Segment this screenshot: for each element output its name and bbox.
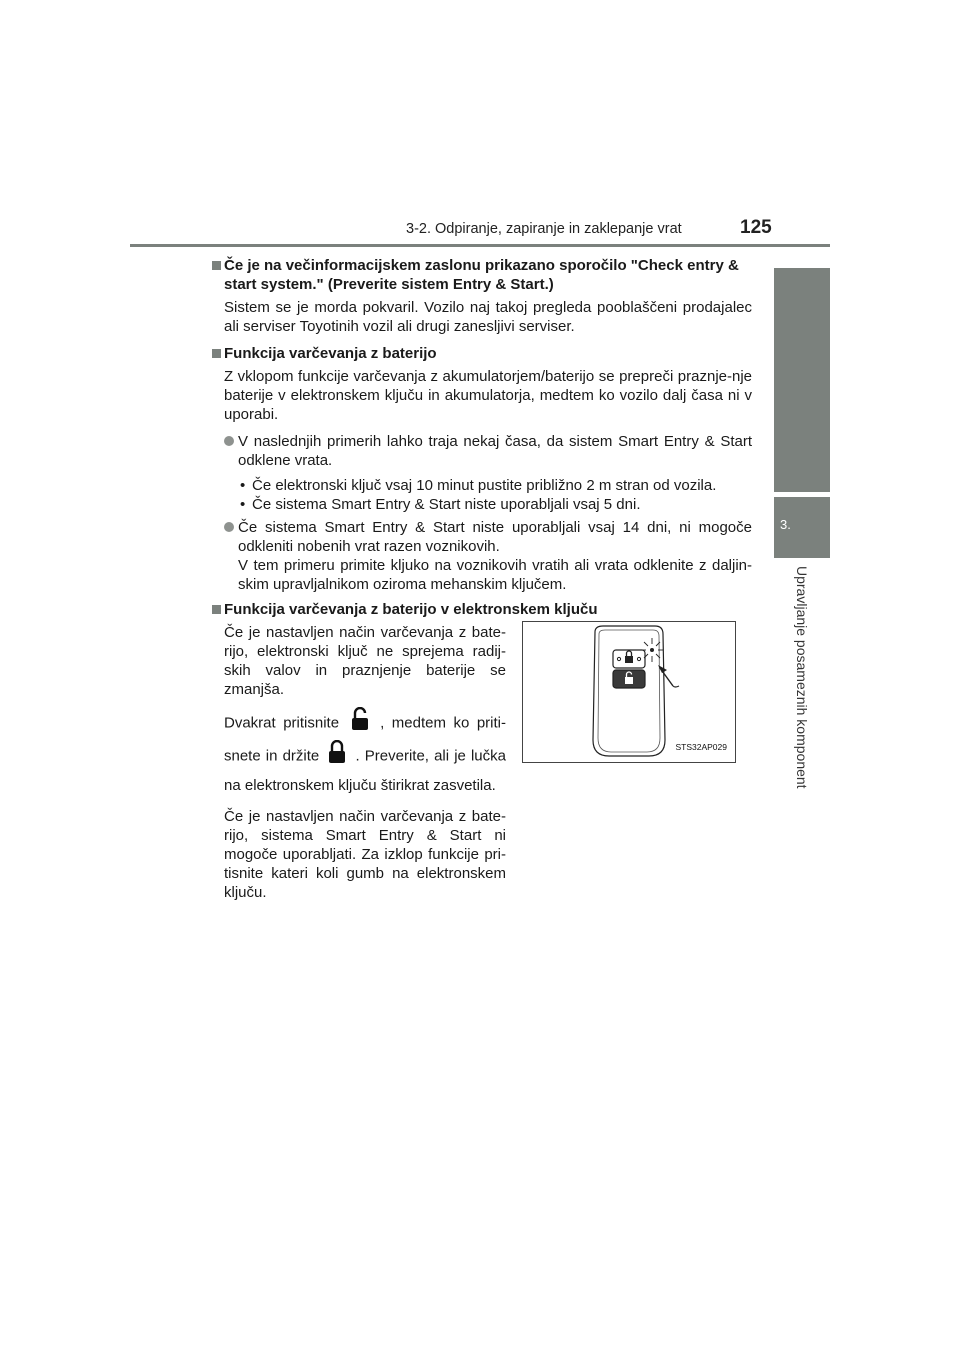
chapter-tab-number: 3. <box>780 517 791 532</box>
list-item-text: Če sistema Smart Entry & Start niste uporabljali vsaj 14 dni, ni mogoče odkleniti nobenih vrat razen voznikovih. <box>238 519 752 555</box>
sub-list-item-text: Če elektronski ključ vsaj 10 minut pustite približno 2 m stran od vozila. <box>252 477 717 494</box>
list-item <box>212 432 752 470</box>
sub-list-item <box>212 476 752 495</box>
sub-list-item <box>212 495 752 514</box>
paragraph <box>224 707 506 799</box>
lock-icon <box>328 740 346 773</box>
paragraph-text: . Preverite, ali je lučka na elektronskem ključu štirikrat zasvetila. <box>224 747 506 794</box>
figure-text <box>224 623 506 902</box>
chapter-tab <box>774 497 830 558</box>
paragraph: Z vklopom funkcije varčevanja z akumulatorjem/baterijo se prepreči praznje-nje baterije v elektronskem ključu in akumulatorja, medtem ko vozilo dalj časa ni v uporabi. <box>224 368 752 423</box>
square-bullet-icon <box>212 349 221 358</box>
paragraph-text: Dvakrat pritisnite <box>224 714 340 732</box>
list-item-text: V naslednjih primerih lahko traja nekaj časa, da sistem Smart Entry & Start odklene vrata. <box>238 433 752 469</box>
section-heading-text: Funkcija varčevanja z baterijo <box>224 345 437 362</box>
page-content <box>212 256 752 910</box>
section-heading <box>212 344 752 363</box>
circle-bullet-icon <box>224 436 234 446</box>
square-bullet-icon <box>212 605 221 614</box>
figure-section <box>212 623 752 902</box>
circle-bullet-icon <box>224 522 234 532</box>
paragraph-text: , medtem ko priti-snete in držite <box>224 714 506 765</box>
paragraph: Sistem se je morda pokvaril. Vozilo naj takoj pregleda pooblaščeni prodajalec ali serviser Toyotinih vozil ali drugi zanesljivi serviser. <box>224 299 752 335</box>
page-number: 125 <box>740 217 772 238</box>
side-bar <box>774 268 830 492</box>
key-illustration <box>522 621 736 763</box>
header-rule <box>130 244 830 247</box>
square-bullet-icon <box>212 261 221 270</box>
section-heading <box>212 600 752 619</box>
list-item-text: V tem primeru primite kljuko na voznikovih vratih ali vrata odklenite z daljin-skim upravljalnikom oziroma mehanskim ključem. <box>238 557 752 593</box>
list-item <box>212 518 752 594</box>
section-heading-text: Če je na večinformacijskem zaslonu prikazano sporočilo "Check entry & start system." (Preverite sistem Entry & Start.) <box>224 257 739 293</box>
sub-list-item-text: Če sistema Smart Entry & Start niste uporabljali vsaj 5 dni. <box>252 496 641 513</box>
chapter-header: 3-2. Odpiranje, zapiranje in zaklepanje vrat <box>406 221 682 237</box>
unlock-icon <box>351 707 369 740</box>
paragraph: Če je nastavljen način varčevanja z bate-rijo, elektronski ključ ne sprejema radij-skih valov in praznjenje baterije se zmanjša. <box>224 624 506 698</box>
sub-bullet-mark: • <box>240 496 246 513</box>
paragraph: Če je nastavljen način varčevanja z bate-rijo, sistema Smart Entry & Start ni mogoče uporabljati. Za izklop funkcije pri-tisnite kateri koli gumb na elektronskem ključu. <box>224 808 506 901</box>
section-heading-text: Funkcija varčevanja z baterijo v elektronskem ključu <box>224 601 598 618</box>
sub-bullet-mark: • <box>240 477 246 494</box>
section-heading <box>212 256 752 294</box>
figure-code: STS32AP029 <box>675 742 727 752</box>
sub-list <box>212 476 752 514</box>
chapter-tab-label: Upravljanje posameznih komponent <box>794 566 810 789</box>
